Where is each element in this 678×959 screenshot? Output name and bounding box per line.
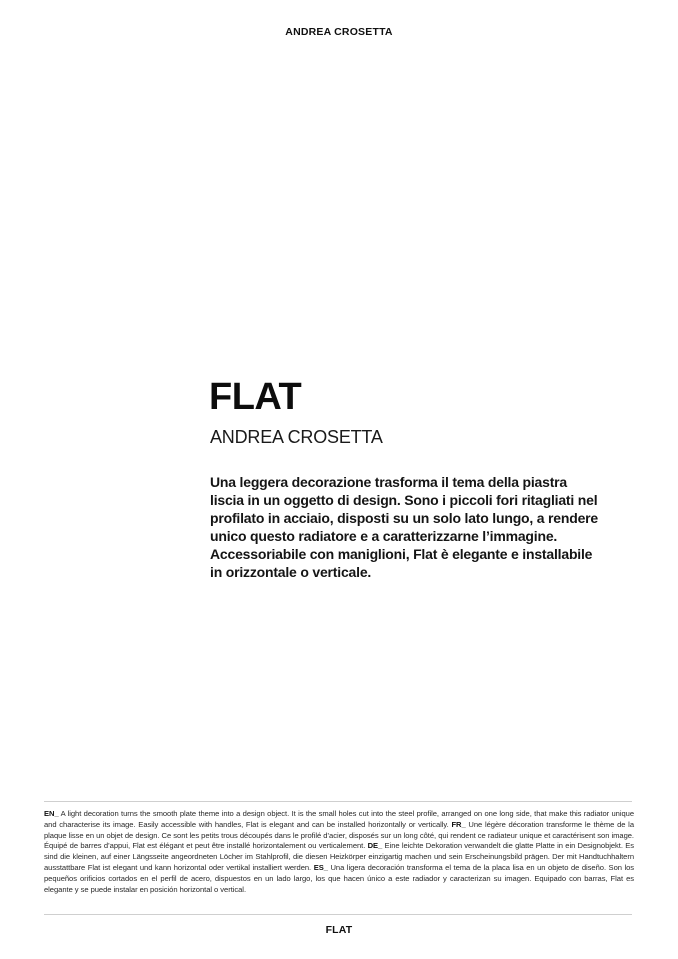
intro-line: liscia in un oggetto di design. Sono i piccoli fori ritagliati nel — [210, 492, 598, 508]
running-header: ANDREA CROSETTA — [285, 26, 393, 38]
intro-line: unico questo radiatore e a caratterizzarne l’immagine. — [210, 528, 558, 544]
lang-code-de: DE_ — [367, 841, 383, 851]
intro-paragraph — [210, 473, 620, 581]
lang-code-en: EN_ — [44, 809, 59, 818]
translation-fr: Une légère décoration transforme le thème de la plaque lisse en un objet de design. Ce sont les petits trous découpés dans le profilé d’acier, disposés sur un long côté, qui rendent ce radiateur unique et caractérisent son image. Équipé de barres d’appui, Flat est élégant et peut être installé horizontalement ou verticalement. — [44, 819, 634, 851]
intro-line: Accessoriabile con maniglioni, Flat è elegante e installabile — [210, 546, 593, 562]
intro-line: Una leggera decorazione trasforma il tema della piastra — [210, 474, 568, 490]
translation-de: Eine leichte Dekoration verwandelt die glatte Platte in ein Designobjekt. Es sind die kleinen, auf einer Längsseite angeordneten Löcher im Stahlprofil, die diesen Heizkörper einzigartig machen und sein Erscheinungsbild prägen. Der mit Handtuchhaltern ausstattbare Flat ist elegant und kann horizontal oder vertikal installiert werden. — [44, 841, 634, 872]
lang-code-es: ES_ — [313, 862, 328, 872]
divider-bottom — [44, 914, 632, 915]
divider-top — [44, 801, 632, 802]
lang-code-fr: FR_ — [451, 819, 466, 829]
intro-line: profilato in acciaio, disposti su un solo lato lungo, a rendere — [210, 510, 599, 526]
designer-name: ANDREA CROSETTA — [210, 427, 383, 447]
translation-en: A light decoration turns the smooth plate theme into a design object. It is the small holes cut into the steel profile, arranged on one long side, that make this radiator unique and characterise its image. Easily accessible with handles, Flat is elegant and can be installed horizontally or vertically. — [44, 809, 635, 829]
running-footer: FLAT — [325, 924, 353, 936]
translations-block — [44, 809, 634, 895]
product-title: FLAT — [209, 376, 302, 418]
intro-line: in orizzontale o verticale. — [210, 564, 372, 580]
translation-es: Una ligera decoración transforma el tema de la placa lisa en un objeto de diseño. Son los pequeños orificios cortados en el perfil de acero, dispuestos en un lado largo, los que hacen único a este radiador y caracterizan su imagen. Equipado con barras, Flat es elegante y se puede instalar en posición horizontal o vertical. — [44, 862, 635, 894]
